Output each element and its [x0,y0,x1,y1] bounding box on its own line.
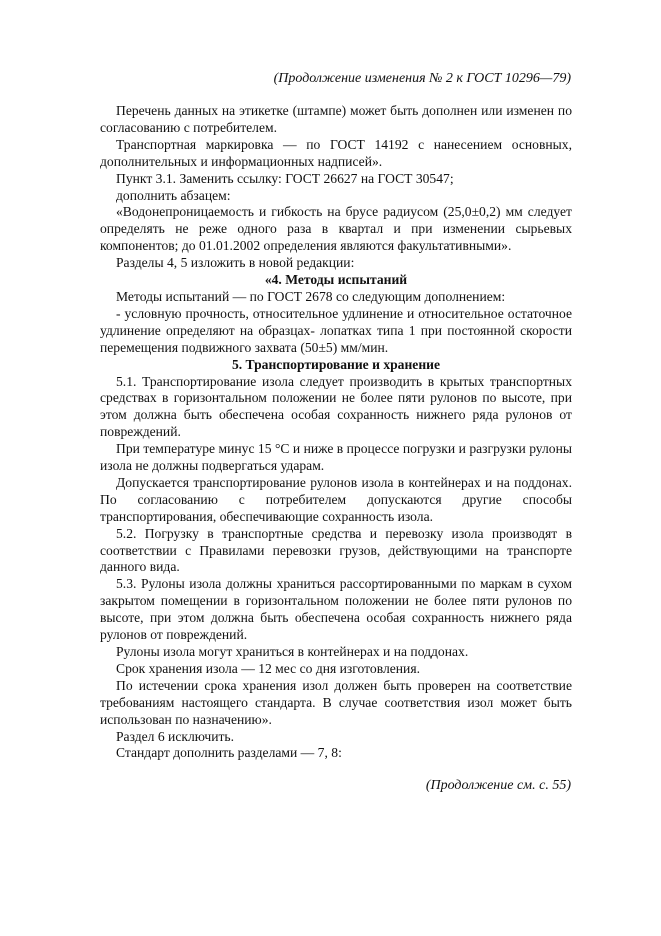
paragraph-waterproofness: «Водонепроницаемость и гибкость на брусе радиусом (25,0±0,2) мм следует определять не реже одного раза в квартал и при изменении сырьевых компонентов; до 01.01.2002 определения являются факультативными». [100,204,572,254]
paragraph-tensile-strength: - условную прочность, относительное удлинение и относительное остаточное удлинение определяют на образцах- лопатках типа 1 при постоянной скорости перемещения подвижного захвата (50±5) мм/мин. [100,305,572,355]
paragraph-clause-5-3: 5.3. Рулоны изола должны храниться рассортированными по маркам в сухом закрытом помещении в горизонтальном положении не более пяти рулонов по высоте, при этом должна быть обеспечена особая сохранность нижнего ряда рулонов от повреждений. [100,576,572,643]
document-body [100,103,572,762]
continuation-note: (Продолжение см. с. 55) [425,778,571,793]
heading-test-methods: «4. Методы испытаний [264,272,408,288]
running-header: (Продолжение изменения № 2 к ГОСТ 10296—79) [273,71,571,86]
paragraph-containers: Допускается транспортирование рулонов изола в контейнерах и на поддонах. По согласованию с потребителем допускаются другие способы транспортирования, обеспечивающие сохранность изола. [100,474,572,524]
paragraph-storage-period: Срок хранения изола — 12 мес со дня изготовления. [116,660,420,676]
paragraph-add-sections: Стандарт дополнить разделами — 7, 8: [116,745,342,761]
paragraph-label-data: Перечень данных на этикетке (штампе) может быть дополнен или изменен по согласованию с потребителем. [100,103,572,135]
paragraph-clause-5-2: 5.2. Погрузку в транспортные средства и перевозку изола производят в соответствии с Правилами перевозки грузов, действующими на транспорте данного вида. [100,525,572,575]
paragraph-add-subclause: дополнить абзацем: [116,187,231,203]
paragraph-transport-marking: Транспортная маркировка — по ГОСТ 14192 с нанесением основных, дополнительных и информационных надписей». [100,136,572,169]
paragraph-low-temperature: При температуре минус 15 °С и ниже в процессе погрузки и разгрузки рулоны изола не должны подвергаться ударам. [100,441,572,474]
paragraph-test-methods: Методы испытаний — по ГОСТ 2678 со следующим дополнением: [116,288,506,304]
paragraph-after-expiry: По истечении срока хранения изол должен быть проверен на соответствие требованиям настоящего стандарта. В случае соответствия изол может быть использован по назначению». [100,677,572,727]
paragraph-sections-4-5: Разделы 4, 5 изложить в новой редакции: [116,255,355,271]
paragraph-clause-3-1: Пункт 3.1. Заменить ссылку: ГОСТ 26627 на ГОСТ 30547; [116,170,454,186]
paragraph-storage-containers: Рулоны изола могут храниться в контейнерах и на поддонах. [116,644,469,659]
paragraph-clause-5-1: 5.1. Транспортирование изола следует производить в крытых транспортных средствах в горизонтальном положении не более пяти рулонов по высоте, при этом должна быть обеспечена особая сохранность нижнего ряда рулонов от повреждений. [100,373,572,440]
heading-transport-storage: 5. Транспортирование и хранение [231,356,441,372]
paragraph-section-6: Раздел 6 исключить. [116,728,235,744]
